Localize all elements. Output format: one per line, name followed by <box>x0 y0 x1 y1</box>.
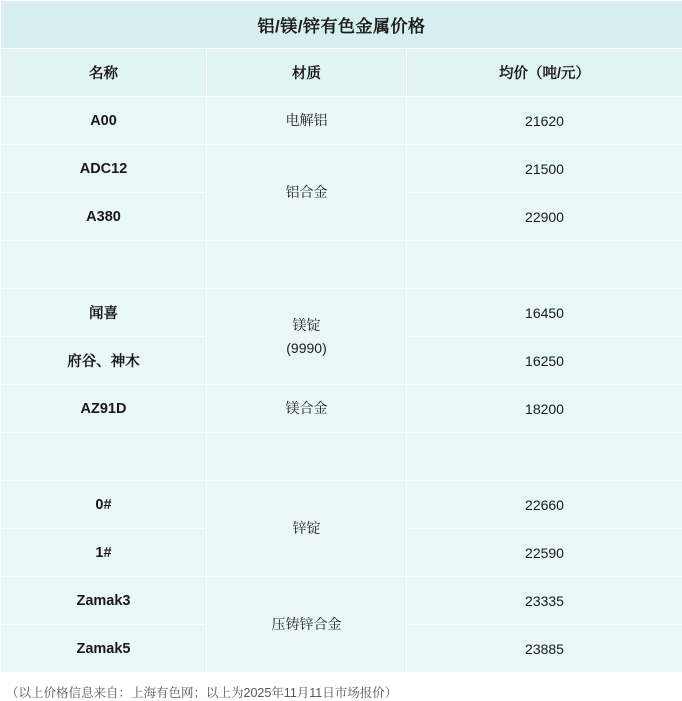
row-name: Zamak3 <box>1 577 207 625</box>
row-name: 0# <box>1 481 207 529</box>
row-price: 22900 <box>407 193 682 241</box>
row-material-line2: (9990) <box>208 337 405 359</box>
row-name: 1# <box>1 529 207 577</box>
row-price: 23885 <box>407 625 682 673</box>
row-price: 16250 <box>407 337 682 385</box>
spacer-cell <box>207 433 407 481</box>
table-spacer-row <box>1 433 682 481</box>
spacer-cell <box>407 433 682 481</box>
table-row <box>1 97 682 145</box>
table-row <box>1 289 682 337</box>
source-footnote: （以上价格信息来自：上海有色网；以上为2025年11月11日市场报价） <box>0 673 682 701</box>
row-price: 18200 <box>407 385 682 433</box>
row-name: Zamak5 <box>1 625 207 673</box>
table-row <box>1 577 682 625</box>
table-title-row <box>1 1 682 49</box>
spacer-cell <box>207 241 407 289</box>
row-material: 镁合金 <box>207 385 407 433</box>
row-name: 闻喜 <box>1 289 207 337</box>
row-material: 铝合金 <box>207 145 407 241</box>
row-price: 21500 <box>407 145 682 193</box>
row-price: 22660 <box>407 481 682 529</box>
row-name: 府谷、神木 <box>1 337 207 385</box>
row-name: A00 <box>1 97 207 145</box>
row-material: 电解铝 <box>207 97 407 145</box>
column-header-price: 均价（吨/元） <box>407 49 682 97</box>
row-price: 22590 <box>407 529 682 577</box>
row-price: 16450 <box>407 289 682 337</box>
table-spacer-row <box>1 241 682 289</box>
row-name: A380 <box>1 193 207 241</box>
row-material: 锌锭 <box>207 481 407 577</box>
row-price: 23335 <box>407 577 682 625</box>
table-title: 铝/镁/锌有色金属价格 <box>1 1 682 49</box>
table-row <box>1 481 682 529</box>
column-header-name: 名称 <box>1 49 207 97</box>
column-header-material: 材质 <box>207 49 407 97</box>
table-row <box>1 385 682 433</box>
row-material: 压铸锌合金 <box>207 577 407 673</box>
spacer-cell <box>407 241 682 289</box>
row-material-line1: 镁锭 <box>208 314 405 336</box>
spacer-cell <box>1 433 207 481</box>
row-price: 21620 <box>407 97 682 145</box>
table-header-row <box>1 49 682 97</box>
table-row <box>1 145 682 193</box>
row-name: AZ91D <box>1 385 207 433</box>
spacer-cell <box>1 241 207 289</box>
row-name: ADC12 <box>1 145 207 193</box>
row-material <box>207 289 407 385</box>
